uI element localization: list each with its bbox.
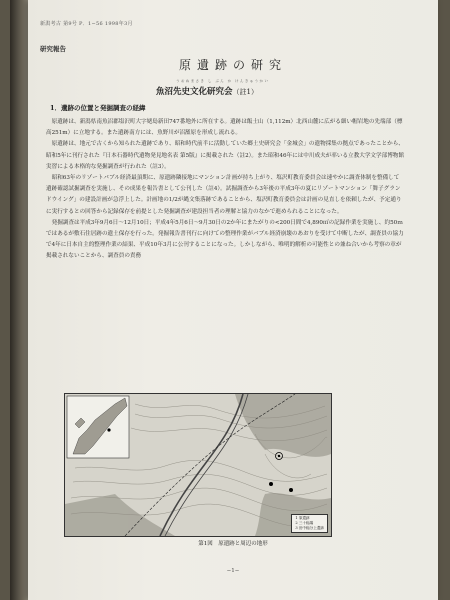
body-text [46, 117, 404, 263]
document-page [28, 0, 438, 600]
section-heading: 1．遺跡の位置と発掘調査の経緯 [50, 104, 146, 112]
journal-header: 新潟考古 第9号 P．1−56 1998年3月 [40, 21, 133, 27]
paragraph: 発掘調査は平成3年9月6日〜12月10日；平成4年5月6日〜9月30日の2か年にまたがりの<200日間で4,890㎡の記録作業を実施し、約50ｍではあるが敷石住居跡の遺土保存を行った。発掘報告書刊行に向けての整理作業がバブル経済崩壊のあおりを受けて中断したが、調査員の協力で4年に日本自主的整理作業の結果、平成10年3月に公刊することになった。しかしながら、唯明的解析の可能性との兼ね合いから考察の章が掲載されないことから、調査員の責務 [46, 219, 404, 260]
figure-caption: 第1図 原遺跡と周辺の地形 [198, 541, 268, 547]
legend-item: 2 三十稲場 [295, 521, 314, 525]
legend-item: 1 原遺跡 [295, 516, 310, 520]
author-name-text: 魚沼先史文化研究会 [156, 87, 233, 97]
article-title: 原遺跡の研究 [178, 58, 287, 72]
article-category: 研究報告 [40, 45, 66, 53]
topographic-map-figure [64, 393, 332, 537]
author-name [156, 85, 258, 97]
paragraph: 昭和63年のリゾートバブル経済最頂期に、原遺跡隣接地にマンション計画が持ち上がり、塩沢町教育委員会は速やかに調査体制を整備して遺跡確認試掘調査を実施し、その成果を報告書として公刊した（註4）。試掘調査から3年後の平成3年の夏にリゾートマンション「舞子グランドウイング」の建設計画が急浮上した。計画地の1/2が縄文集落跡であることから、塩沢町教育委員会は計画の見直しを依頼したが、予定通りに実行するとの回答から記録保存を前提とした発掘調査が建設担当者の理解と協力のなかで進められることになった。 [46, 175, 402, 215]
book-spine [10, 0, 30, 600]
page-number: −1− [226, 568, 240, 574]
author-ruby: うおぬまさき し ぶん か けんきゅうかい [176, 79, 270, 83]
paragraph: 原遺跡は、新潟県南魚沼郡塩沢町大字姥島新田747番地外に所在する。遺跡は飯士山（1,112m）北西山麓に広がる細い帽岩地の先端部（標高251m）に立地する。また遺跡南方には、魚野川が沼濫原を形成し流れる。 [46, 119, 403, 137]
legend-item: 3 田中稲分上遺跡 [295, 526, 324, 530]
paragraph: 原遺跡は、地元で古くから知られた遺跡であり、昭和時代前半に活動していた郷土史研究会「金城会」の遺物採集の拠点であったことから、昭和5年に刊行された『日本石器時代遺物発見地名表 第5版』に掲載された（註2）。また昭和46年には中川成夫が率いる立教大学文学部博物館実習による本格的な発掘調査が行われた（註3）。 [46, 141, 404, 170]
inset-location-map [67, 396, 129, 458]
author-footnote-ref: （註1） [232, 88, 258, 96]
map-legend [291, 514, 328, 533]
